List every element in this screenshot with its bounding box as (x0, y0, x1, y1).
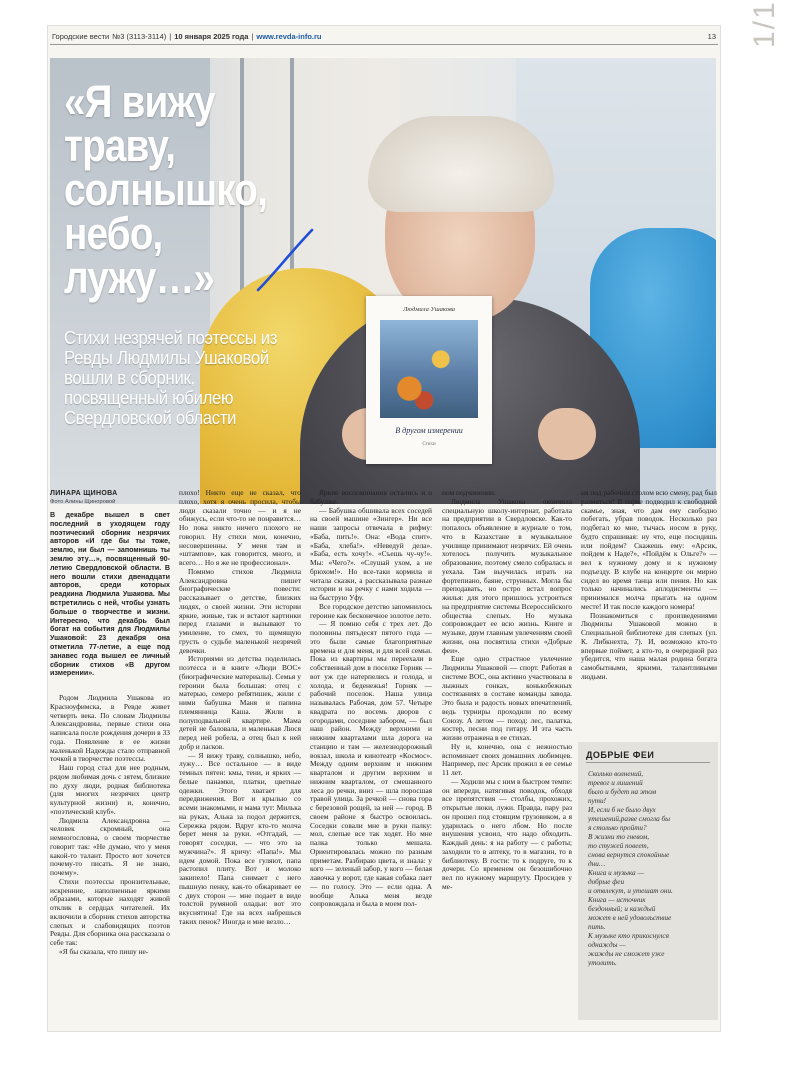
poem-line: Книга и музыка — (588, 869, 644, 877)
poem-line: тревог и лишений (588, 779, 643, 787)
book-subtitle: Стихи (422, 442, 436, 447)
paragraph: Все городское детство запомнилось героине как бесконечное золотое лето. (310, 601, 432, 620)
poem-line: И, если б не было двух (588, 806, 656, 814)
poem-line: бездонный; и каждый (588, 905, 656, 913)
paragraph: Еще одно страстное увлечение Людмилы Ушаковой — спорт. Работая в системе ВОС, она активно участвовала в лыжных гонках, конькобежных состязаниях в составе команды завода. Это была и радость новых впечатлений, ведь турниры проходили по всему Союзу. А летом — поход: лес, палатка, костер, песни под гитару. И эта часть жизни отражена в ее стихах. (442, 654, 572, 742)
paragraph: ном подчинении. (442, 488, 496, 497)
poem-line: снова вернутся спокойные (588, 851, 670, 859)
paragraph: Познакомиться с произведениями Людмилы Ушаковой можно в Специальной библиотеке для слепых (ул. К. Либкнехта, 7). И, возможно кто-то впервые поймет, а кто-то, в очередной раз убедится, что наша малая родина богата самобытными, яркими, талантливыми людьми. (581, 610, 717, 681)
issue-number: №3 (3113-3114) (112, 31, 167, 41)
article-column-2 (179, 489, 301, 927)
paragraph: ня под рабочим столом всю смену, рад был размяться! В парке подводил к свободной скамье, зная, что дам ему свободно побегать, убрав поводок. Несколько раз подбегал ко мне, тычась носом в руку, будто спрашивая: ну что, еще посидишь или пойдем? Скажешь ему: «Арсик, пойдем к Наде?», «Пойдём к Ольге?» — вел к нужному дому и к нужному подъезду. В клубе на концерте он мирно сидел во время танца или пения. Но как только начинались аплодисменты — принимался молча прыгать на одном месте! И так после каждого номера! (581, 488, 717, 611)
paragraph: — Я помню себя с трех лет. До половины пятьдесят пятого года — это были самые благоприятные времена и для меня, и для всей семьи. Пока из квартиры мы переехали в собственный дом в поселке Горняк — вот уж где натерпелись и голода, и холода, и беденежья! Горняк — рабочий поселок. Наша улица называлась Рабочая, дом 57. Четыре квадрата по восемь дворов с огородами, соседние забором, — был наш район. Между верхними и нижним кварталами шла дорога на станцию и там — железнодорожный вокзал, школа и кинотеатр «Космос». Между одним верхним и нижним кварталом и другим верхним и нижним кварталом, от смешанного леса до речки, вниз — шла поросшая травой улица. За речкой — снова гора с березовой рощей, за ней — город. В своем районе я быстро освоилась. Соседки совали мне в руки палку: мол, слепые все так ходят. Но мне палка только мешала. Ориентировалась можно по разным приметам. Разбираю цвета, и знала: у кого — зеленый забор, у кого — белая лавочка у ворот, где какая собака лает — по голосу. Это — если одна. А вообще Алька меня везде сопровождала и была в моем пол- (310, 619, 432, 909)
header-divider (50, 44, 718, 45)
standfirst: Стихи незрячей поэтессы из Ревды Людмилы Ушаковой вошли в сборник, посвященный юбилею Свердловской области (64, 327, 278, 428)
poem-divider (586, 762, 710, 763)
paragraph: Историями из детства поделилась поэтесса и в книге «Люди ВОС» (биографические материалы). Семья у героини была большая: отец с матерью, семеро ребятишек, жили с ними бабушка Маня и папина племянница Каша. Жили в полуподвальной квартире. Мама детей не баловала, и маленькая Люся перед ней робела, а отец был к ней добр и ласков. (179, 654, 301, 751)
page-fold-mark: 1/1 (748, 0, 781, 48)
article-column-3 (310, 489, 432, 909)
paragraph: плохо! Никто еще не сказал, что плохо, хотя я очень просила, чтобы люди сказали точно — и я не обижусь, если что-то не понравится… Но пока никто ничего плохого не говорил. Ну стихи мои, конечно, несовершенны. У меня там и «штампов», как говорится, много, и всего… Но я же не профессионал». (179, 488, 301, 567)
paragraph: Яркие воспоминания остались и о бабушке. (310, 488, 432, 506)
paragraph: «Я бы сказала, что пишу не- (59, 946, 149, 956)
poem-sidebar (578, 742, 718, 1020)
paragraph: Стихи поэтессы пронзительные, искренние, наполненные яркими образами, которые находят живой отклик в сердцах читателей. Их включили в сборник стихов авторства слепых и слабовидящих поэтов Ревды. Для сборника она рассказала о себе так: (50, 876, 170, 947)
article-column-5 (581, 489, 717, 682)
byline: ЛИНАРА ЩИНОВА (50, 490, 118, 497)
article-column-4 (442, 489, 572, 892)
article-column-1 (50, 694, 170, 957)
header-info: Городские вести №3 (3113-3114) | 10 января 2025 года | www.revda-info.ru (52, 31, 322, 41)
paragraph: Людмила Александровна — человек скромный, она немногословна, о своем творчестве говорит так: «Не думаю, что у меня какой-то талант. Просто вот хочется почему-то писать. Я не знаю, почему». (50, 815, 170, 877)
page-number: 13 (707, 31, 716, 41)
paragraph: Помимо стихов Людмила Александровна пишет биографические повести: рассказывает о детстве, близких людях, о своей жизни. Эти истории яркие, живые, так и встают картинки перед глазами и вызывают то умиление, то смех, то щемящую грусть о судьбе маленькой незрячей девочки. (179, 566, 301, 655)
poem-line: и отвлекут, и утешат они. (588, 887, 673, 895)
poem-line: жажды не сможет уже (588, 950, 665, 958)
paragraph: Наш город стал для нее родным, рядом любимая дочь с зятем, близкие по духу люди, родная библиотека (для многих незрячих центр культурной жизни) и, конечно, «поэтический клуб». (50, 763, 170, 816)
poem-line: пить. (588, 923, 606, 931)
paragraph: Ну и, конечно, она с нежностью вспоминает своих домашних любимцев. Например, пес Арсик прожил в ее семье 11 лет. (442, 741, 572, 777)
paragraph: Родом Людмила Ушакова из Красноуфимска, в Ревде живет четверть века. По словам Людмилы Александровны, первые стихи она написала после рождения дочери в 33 года. Появление в ее жизни маленькой Надежды стало отправной точкой в творчестве поэтессы. (50, 693, 170, 764)
poem-line: Сколько волнений, (588, 770, 644, 778)
poem-line: я столько пройти? (588, 824, 647, 832)
photo-credit: Фото Алины Щиноровой (50, 499, 116, 505)
paragraph: — Ходили мы с ним в быстром темпе: он впереди, натягивая поводок, обходя все препятствия — столбы, прохожих, открытые люки, лужи. Правда, пару раз он прошел под стоящим грузовиком, а я ударилась о него лбом. Но после внушения усвоил, что надо обходить. Каждый день: я на работу — с работы; заходили то в аптеку, то в магазин, то в библиотеку. В гости: то к подруге, то к дочери. Со временем он безошибочно вел по нужному маршруту. Просидев у ме- (442, 776, 572, 891)
poem-line: то стужей повеет, (588, 842, 649, 850)
poem-body (588, 770, 712, 968)
poem-line: было и будет на этом (588, 788, 657, 796)
paragraph: Людмила Ушакова окончила специальную школу-интернат, работала на предприятии в Свердловске. Как-то попалось объявление в журнале о том, что в Казахстане в музыкальное училище принимают незрячих. Ей очень хотелось получить музыкальное образование, поэтому смело собралась и уехала. Там выучилась играть на фортепиано, баяне, струнных. Могла бы преподавать, но остро встал вопрос жилья: для этого пришлось устроиться на предприятие системы Всероссийского общества слепых. Но музыка сопровождает ее всю жизнь. Книге и музыке, двум главным увлечениям своей жизни, она посвятила стихи «Добрые феи». (442, 496, 572, 655)
book-author: Людмила Ушакова (403, 306, 455, 313)
site-link[interactable]: www.revda-info.ru (256, 31, 322, 41)
article-photo (50, 58, 716, 504)
poem-line: В жизни то гневом, (588, 833, 650, 841)
poem-line: может в ней удовольствие (588, 914, 672, 922)
paragraph: — Я вижу траву, солнышко, небо, лужу… Все остальное — в виде темных пятен: кмы, тени, и ярких — белые панамки, платки, цветные одежки. Этого хватает для передвижения. Вот и крылью со всеми знакомыми, и мама тут: Милька на руках, Алька за подол держится, Сережка рядом. Вдруг кто-то молча берет меня за руки. «Отгадай, — говорят соседки, — что это за мужчина?». Я кричу: «Папа!». Мы идем домой. Пока все гуляют, папа растопил плиту. Вот и молоко закипело! Папа снимает с него пышную пенку, как-то обжаривает ее с двух сторон — мне подает в виде толстой румяной оладьи: вот это вкуснятина! Где на всех набрешься таких пенок? Иногда и мне везло… (179, 750, 301, 926)
poem-line: утешений,разве смогла бы (588, 815, 671, 823)
poem-line: пути! (588, 797, 606, 805)
page-header (52, 29, 716, 43)
book-title: В другом измерении (395, 426, 463, 435)
newspaper-page (48, 26, 720, 1031)
poem-line: добрые феи (588, 878, 625, 886)
poem-line: Книга — источник (588, 896, 646, 904)
lead-paragraph: В декабре вышел в свет последний в уходящем году поэтический сборник незрячих авторов «И где бы ты тоже, землю, ни был — запомнишь ты землю эту…», посвященный 90-летию Свердловской области. В него вошли стихи двенадцати авторов, среди которых реадкина Людмила Ушакова. Мы встретились с ней, чтобы узнать больше о творчестве и жизни. Интересно, что декабрь был богат на события для Людмилы Ушаковой: 23 декабря она отметила 77-летие, а еще под занавес года вышел ее личный сборник стихов «В другом измерении». (50, 511, 170, 678)
poem-line: дни… (588, 860, 606, 868)
poem-line: однажды — (588, 941, 626, 949)
poem-line: утолить. (588, 959, 617, 967)
paper-name: Городские вести (52, 31, 110, 41)
poem-line: К музыке кто прикоснулся (588, 932, 669, 940)
poem-title: ДОБРЫЕ ФЕИ (586, 750, 655, 760)
issue-date: 10 января 2025 года (174, 31, 249, 41)
paragraph: — Бабушка обшивала всех соседей на своей машине «Зингер». Ни все наши запросы отвечала в рифму: «Баба, пить!». Она: «Вода спит». «Баба, хлеба!». «Неведуй дела». «Баба, есть хочу!». «Съешь чу-чу!». Мы: «Чего?». «Слушай ухом, а не брюхом!». Но все-таки кормила и читала сказки, а рассказывала разные истории и на речку с нами ходила — на быструю Уфу. (310, 505, 432, 602)
headline: «Я вижу траву, солнышко, небо, лужу…» (64, 76, 267, 303)
